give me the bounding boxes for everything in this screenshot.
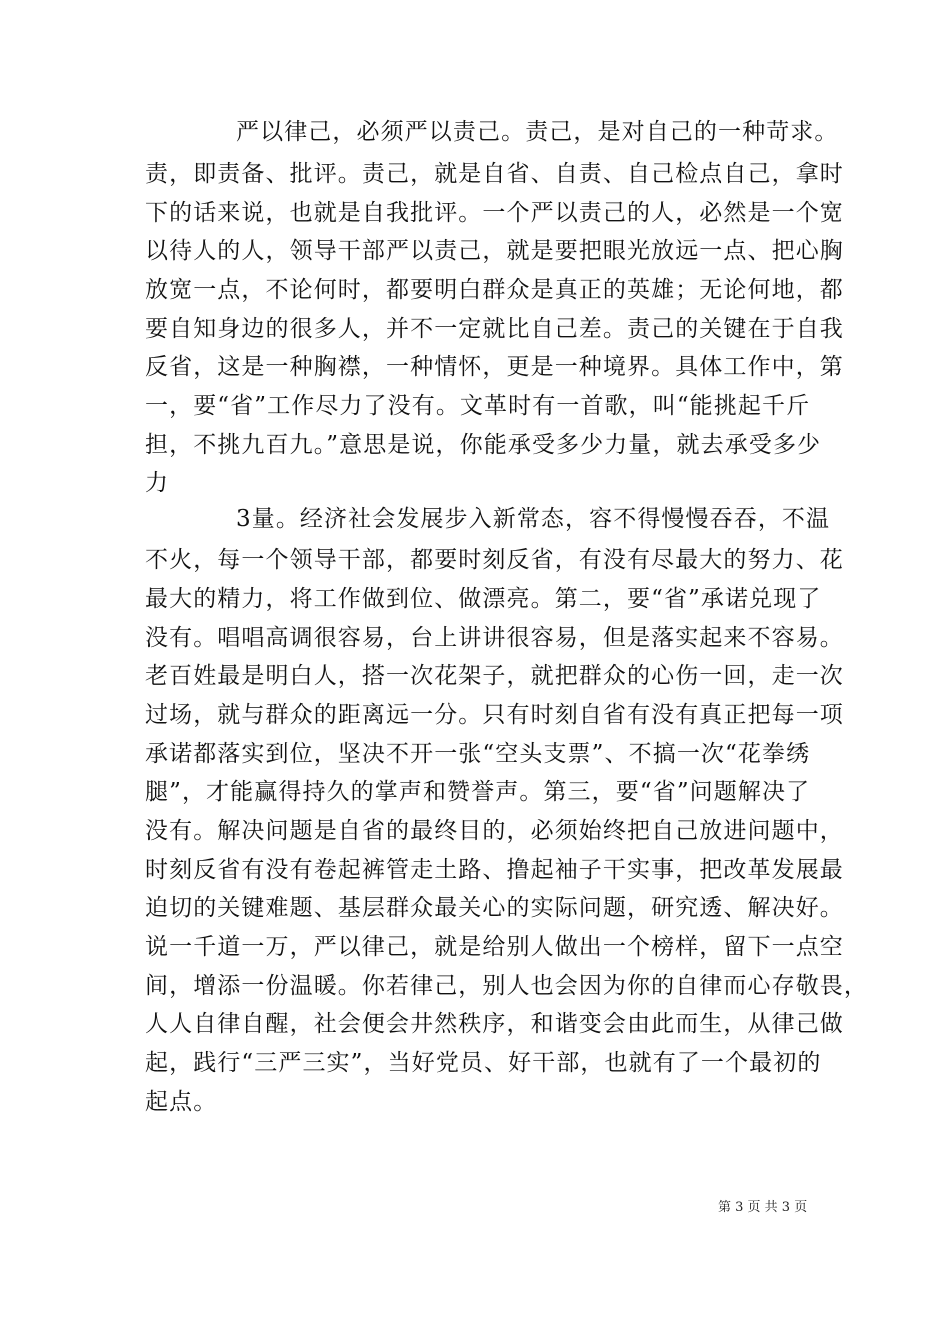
paragraph-line: 时刻反省有没有卷起裤管走土路、撸起袖子干实事，把改革发展最 xyxy=(145,857,844,883)
paragraph-line: 放宽一点，不论何时，都要明白群众是真正的英雄；无论何地，都 xyxy=(145,277,844,303)
paragraph-line: 没有。解决问题是自省的最终目的，必须始终把自己放进问题中， xyxy=(145,818,844,844)
paragraph-line: 没有。唱唱高调很容易，台上讲讲很容易，但是落实起来不容易。 xyxy=(145,625,844,651)
paragraph-line: 以待人的人，领导干部严以责己，就是要把眼光放远一点、把心胸 xyxy=(145,238,844,264)
page-number-footer: 第 3 页 共 3 页 xyxy=(718,1200,808,1215)
paragraph-line: 老百姓最是明白人，搭一次花架子，就把群众的心伤一回，走一次 xyxy=(145,663,844,689)
paragraph-line: 3量。经济社会发展步入新常态，容不得慢慢吞吞，不温 xyxy=(236,506,831,532)
paragraph-line: 承诺都落实到位，坚决不开一张“空头支票”、不搞一次“花拳绣 xyxy=(145,741,811,767)
paragraph-line: 一，要“省”工作尽力了没有。文革时有一首歌，叫“能挑起千斤 xyxy=(145,393,811,419)
paragraph-line: 下的话来说，也就是自我批评。一个严以责己的人，必然是一个宽 xyxy=(145,200,844,226)
paragraph-line: 说一千道一万，严以律己，就是给别人做出一个榜样，留下一点空 xyxy=(145,934,844,960)
paragraph-line: 腿”，才能赢得持久的掌声和赞誉声。第三，要“省”问题解决了 xyxy=(145,779,811,805)
paragraph-line: 间，增添一份温暖。你若律己，别人也会因为你的自律而心存敬畏， xyxy=(145,973,868,999)
paragraph-line: 力 xyxy=(145,470,170,496)
paragraph-line: 担，不挑九百九。”意思是说，你能承受多少力量，就去承受多少 xyxy=(145,432,822,458)
paragraph-line: 过场，就与群众的距离远一分。只有时刻自省有没有真正把每一项 xyxy=(145,702,844,728)
paragraph-line: 反省，这是一种胸襟，一种情怀，更是一种境界。具体工作中，第 xyxy=(145,354,844,380)
paragraph-line: 最大的精力，将工作做到位、做漂亮。第二，要“省”承诺兑现了 xyxy=(145,586,822,612)
paragraph-line: 责，即责备、批评。责己，就是自省、自责、自己检点自己，拿时 xyxy=(145,161,844,187)
paragraph-line: 不火，每一个领导干部，都要时刻反省，有没有尽最大的努力、花 xyxy=(145,547,844,573)
paragraph-line: 迫切的关键难题、基层群众最关心的实际问题，研究透、解决好。 xyxy=(145,895,844,921)
paragraph-line: 起，践行“三严三实”，当好党员、好干部，也就有了一个最初的 xyxy=(145,1050,822,1076)
paragraph-line: 起点。 xyxy=(145,1089,218,1115)
paragraph-line: 人人自律自醒，社会便会井然秩序，和谐变会由此而生，从律己做 xyxy=(145,1011,844,1037)
paragraph-line: 要自知身边的很多人，并不一定就比自己差。责己的关键在于自我 xyxy=(145,316,844,342)
paragraph-line: 严以律己，必须严以责己。责己，是对自己的一种苛求。 xyxy=(236,119,839,145)
